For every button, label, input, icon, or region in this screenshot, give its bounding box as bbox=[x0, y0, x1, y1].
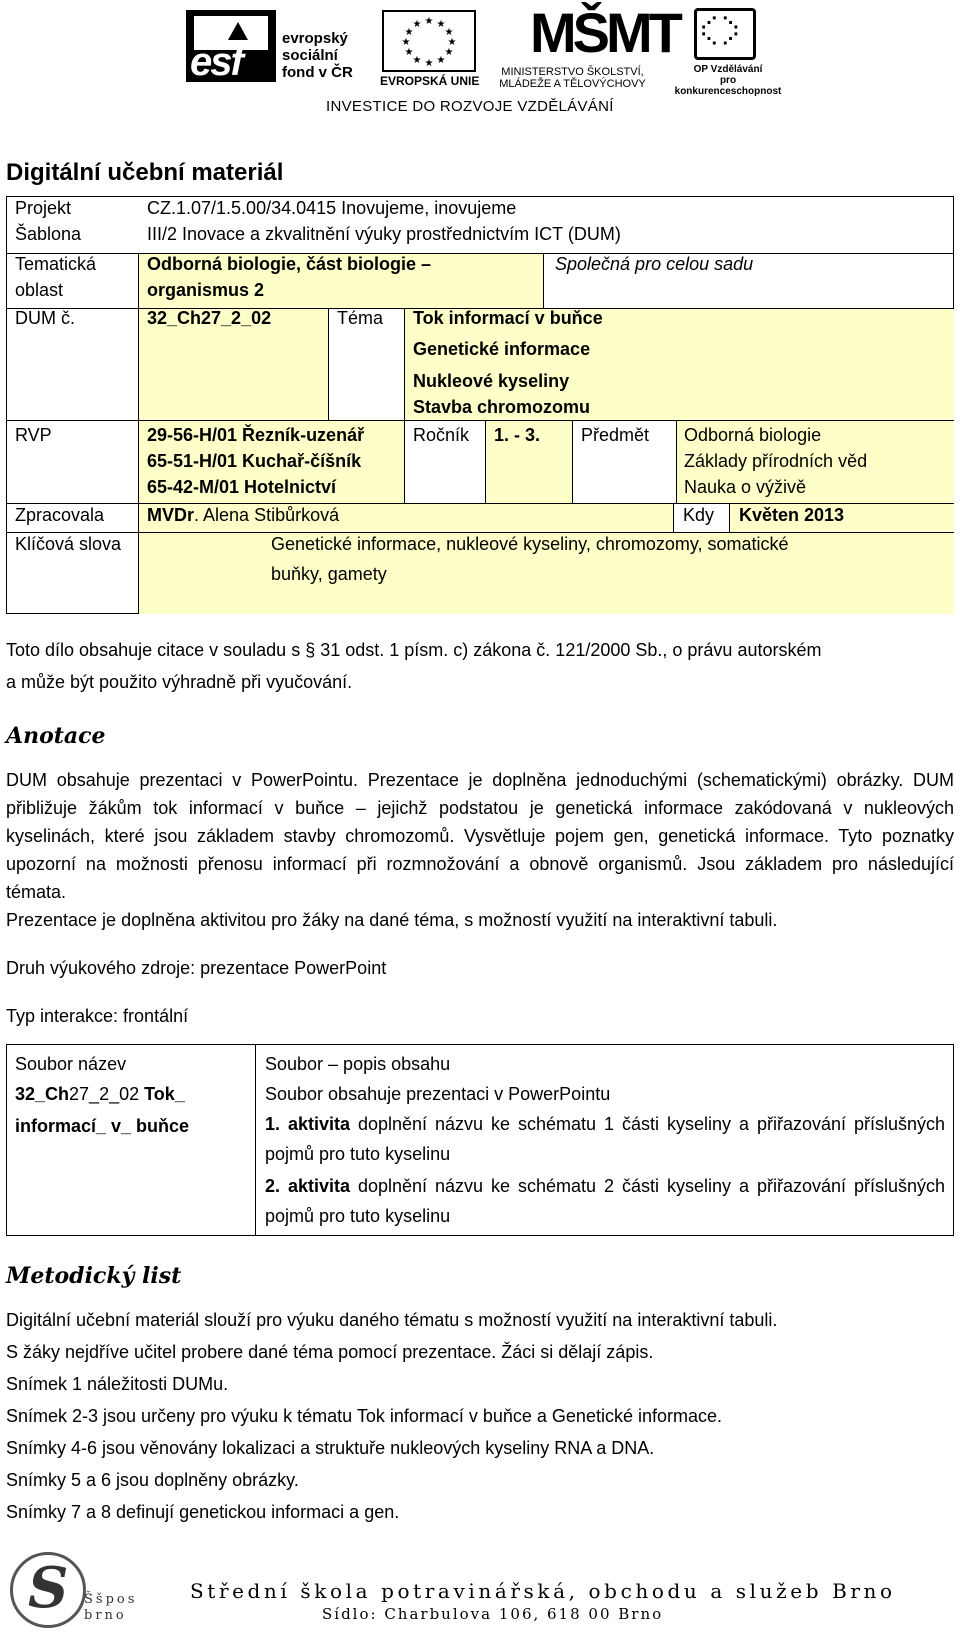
footer-school-name: Střední škola potravinářská, obchodu a služeb Brno bbox=[190, 1579, 896, 1603]
projekt-label: Projekt bbox=[15, 198, 72, 218]
file-name-value bbox=[15, 1079, 185, 1109]
sablona-value: III/2 Inovace a zkvalitnění výuky prostřednictvím ICT (DUM) bbox=[147, 224, 621, 244]
msmt-caption-line: MINISTERSTVO ŠKOLSTVÍ, bbox=[501, 66, 644, 78]
school-logo-letter: S bbox=[28, 1555, 69, 1621]
msmt-logo: MŠMT bbox=[530, 1, 679, 64]
logo-banner bbox=[0, 0, 960, 125]
svg-text:★: ★ bbox=[412, 55, 422, 66]
metodicky-line: Snímky 7 a 8 definují genetickou informaci a gen. bbox=[6, 1502, 400, 1522]
divider bbox=[673, 503, 674, 532]
file-table bbox=[6, 1044, 954, 1236]
spolecna-note: Společná pro celou sadu bbox=[555, 254, 754, 274]
zpracovala-prefix: MVDr bbox=[147, 505, 195, 525]
svg-text:★: ★ bbox=[447, 37, 457, 48]
klicova-label: Klíčová slova bbox=[15, 534, 122, 554]
document-title: Digitální učební materiál bbox=[6, 159, 284, 186]
predmet-label: Předmět bbox=[581, 425, 650, 445]
msmt-caption-line: MLÁDEŽE A TĚLOVÝCHOVY bbox=[499, 78, 646, 90]
eu-caption: EVROPSKÁ UNIE bbox=[380, 74, 480, 88]
tema-value: Stavba chromozomu bbox=[413, 397, 591, 417]
sablona-label: Šablona bbox=[15, 224, 82, 244]
predmet-value: Základy přírodních věd bbox=[684, 451, 868, 471]
tematicka-label-2: oblast bbox=[15, 280, 64, 300]
tematicka-value: Odborná biologie, část biologie – bbox=[147, 254, 432, 274]
op-caption-line: OP Vzdělávání bbox=[693, 64, 763, 75]
divider bbox=[485, 420, 486, 503]
dum-value: 32_Ch27_2_02 bbox=[147, 308, 272, 328]
divider bbox=[138, 503, 139, 532]
kdy-label: Kdy bbox=[683, 505, 715, 525]
rvp-value: 29-56-H/01 Řezník-uzenář bbox=[147, 425, 365, 445]
msmt-caption bbox=[480, 66, 665, 90]
citation-line: Toto dílo obsahuje citace v souladu s § 31 odst. 1 písm. c) zákona č. 121/2000 Sb., o právu autorském bbox=[6, 640, 822, 660]
metodicky-line: Snímek 2-3 jsou určeny pro výuku k tématu Tok informací v buňce a Genetické informace. bbox=[6, 1406, 723, 1426]
tema-value: Nukleové kyseliny bbox=[413, 371, 570, 391]
file-name-part: 27_2_02 bbox=[69, 1084, 145, 1104]
investice-slogan: INVESTICE DO ROZVOJE VZDĚLÁVÁNÍ bbox=[326, 98, 614, 115]
anotace-paragraph-last: Prezentace je doplněna aktivitou pro žáky na dané téma, s možností využití na interaktivní tabuli. bbox=[6, 910, 778, 930]
esf-logo bbox=[186, 10, 276, 82]
svg-text:★: ★ bbox=[436, 55, 446, 66]
citation-line: a může být použito výhradně při vyučování. bbox=[6, 672, 353, 692]
esf-caption-line: sociální bbox=[282, 47, 338, 64]
anotace-paragraph: DUM obsahuje prezentaci v PowerPointu. Prezentace je doplněna jednoduchými (schematickými) obrázky. DUM přibližuje žákům tok informací v buňce – jejichž podstatou je genetická informace zakódovaná v nukleových kyselinách, které jsou základem stavby chromozomů. Vysvětluje pojem gen, genetická informace. Tyto poznatky upozorní na možnosti přenosu informací při rozmnožování a obnově organismů. Jsou základem pro následující témata. bbox=[6, 770, 954, 902]
zpracovala-value bbox=[147, 504, 339, 526]
metodicky-list bbox=[6, 1304, 954, 1528]
op-dots-icon: ⋰ ⋱ ⋱ ⋰ bbox=[701, 13, 739, 48]
esf-letters: esf bbox=[190, 40, 242, 84]
metodicky-line: S žáky nejdříve učitel probere dané téma pomocí prezentace. Žáci si dělají zápis. bbox=[6, 1342, 654, 1362]
esf-caption bbox=[282, 30, 353, 81]
divider bbox=[255, 1045, 256, 1235]
divider bbox=[543, 253, 544, 308]
metodicky-line: Snímek 1 náležitosti DUMu. bbox=[6, 1374, 229, 1394]
predmet-value: Nauka o výživě bbox=[684, 477, 807, 497]
svg-text:★: ★ bbox=[412, 19, 422, 30]
zpracovala-name: . Alena Stibůrková bbox=[194, 505, 340, 525]
typ-interakce: Typ interakce: frontální bbox=[6, 1006, 189, 1026]
rocnik-label: Ročník bbox=[413, 425, 470, 445]
svg-text:★: ★ bbox=[444, 47, 454, 58]
school-logo-line: Ššpos bbox=[84, 1592, 138, 1607]
file-desc-line: Soubor obsahuje prezentaci v PowerPointu bbox=[265, 1084, 611, 1104]
svg-text:★: ★ bbox=[404, 47, 414, 58]
divider bbox=[404, 308, 405, 503]
file-name-header: Soubor název bbox=[15, 1054, 127, 1074]
esf-caption-line: evropský bbox=[282, 30, 348, 47]
school-logo bbox=[6, 1552, 138, 1636]
file-name-value-2: informací_ v_ buňce bbox=[15, 1116, 190, 1136]
divider bbox=[328, 308, 329, 420]
rvp-value: 65-51-H/01 Kuchař-číšník bbox=[147, 451, 362, 471]
op-logo-icon bbox=[694, 8, 756, 60]
school-logo-line: brno bbox=[84, 1608, 127, 1623]
divider bbox=[7, 420, 953, 421]
op-caption bbox=[668, 64, 788, 97]
info-table bbox=[6, 196, 954, 614]
zpracovala-label: Zpracovala bbox=[15, 505, 105, 525]
tematicka-label: Tematická bbox=[15, 254, 97, 274]
svg-text:★: ★ bbox=[401, 37, 411, 48]
divider bbox=[572, 420, 573, 503]
divider bbox=[676, 420, 677, 503]
klicova-value-2: buňky, gamety bbox=[271, 564, 387, 584]
file-name-part: Tok_ bbox=[144, 1084, 185, 1104]
klicova-value: Genetické informace, nukleové kyseliny, chromozomy, somatické bbox=[271, 534, 789, 554]
op-caption-line: pro konkurenceschopnost bbox=[674, 75, 782, 97]
svg-text:★: ★ bbox=[436, 19, 446, 30]
druh-zdroje: Druh výukového zdroje: prezentace PowerPoint bbox=[6, 958, 387, 978]
eu-flag-icon bbox=[382, 10, 476, 72]
footer-address: Sídlo: Charbulova 106, 618 00 Brno bbox=[322, 1605, 664, 1623]
projekt-value: CZ.1.07/1.5.00/34.0415 Inovujeme, inovujeme bbox=[147, 198, 517, 218]
predmet-value: Odborná biologie bbox=[684, 425, 822, 445]
dum-label: DUM č. bbox=[15, 308, 75, 328]
tema-value: Genetické informace bbox=[413, 339, 591, 359]
metodicky-line: Digitální učební materiál slouží pro výuku daného tématu s možností využití na interaktivní tabuli. bbox=[6, 1310, 778, 1330]
tema-value: Tok informací v buňce bbox=[413, 308, 603, 328]
activity-1-label: 1. aktivita bbox=[265, 1114, 351, 1134]
file-desc-header: Soubor – popis obsahu bbox=[265, 1054, 451, 1074]
activity-2-text: doplnění názvu ke schématu 2 části kyseliny a přiřazování příslušných pojmů pro tuto kyselinu bbox=[265, 1176, 945, 1226]
svg-text:★: ★ bbox=[444, 27, 454, 38]
divider bbox=[729, 503, 730, 532]
activity-2 bbox=[265, 1171, 945, 1231]
svg-text:★: ★ bbox=[424, 58, 434, 69]
esf-caption-line: fond v ČR bbox=[282, 64, 353, 81]
school-logo-name bbox=[84, 1592, 137, 1624]
metodicky-line: Snímky 4-6 jsou věnovány lokalizaci a struktuře nukleových kyseliny RNA a DNA. bbox=[6, 1438, 655, 1458]
svg-text:★: ★ bbox=[404, 27, 414, 38]
activity-2-label: 2. aktivita bbox=[265, 1176, 351, 1196]
metodicky-heading: Metodický list bbox=[6, 1263, 182, 1289]
anotace-heading: Anotace bbox=[6, 723, 106, 749]
rocnik-value: 1. - 3. bbox=[494, 425, 541, 445]
activity-1 bbox=[265, 1109, 945, 1169]
rvp-value: 65-42-M/01 Hotelnictví bbox=[147, 477, 337, 497]
rvp-label: RVP bbox=[15, 425, 52, 445]
tema-label: Téma bbox=[337, 308, 384, 328]
file-name-part: 32_Ch bbox=[15, 1084, 70, 1104]
metodicky-line: Snímky 5 a 6 jsou doplněny obrázky. bbox=[6, 1470, 299, 1490]
kdy-value: Květen 2013 bbox=[739, 505, 845, 525]
tematicka-value-2: organismus 2 bbox=[147, 280, 265, 300]
svg-text:★: ★ bbox=[424, 16, 434, 27]
activity-1-text: doplnění názvu ke schématu 1 části kyseliny a přiřazování příslušných pojmů pro tuto kyselinu bbox=[265, 1114, 945, 1164]
